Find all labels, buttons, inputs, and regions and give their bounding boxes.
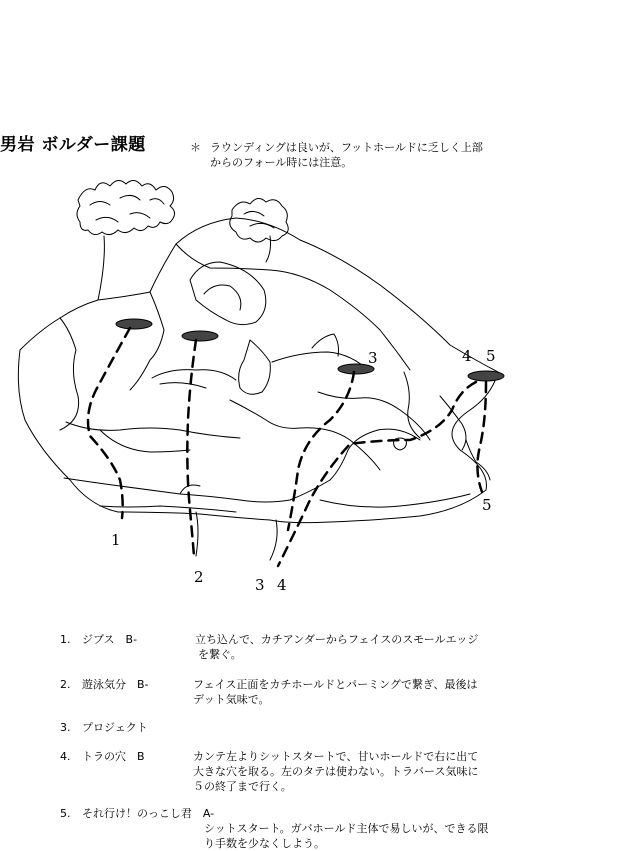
desc-line: ５の終了まで行く。 <box>193 780 292 793</box>
note-line-2: からのフォール時には注意。 <box>210 156 353 169</box>
problem-name: ジブス B- <box>82 633 138 646</box>
page-title: 男岩 ボルダー課題 <box>0 135 146 155</box>
problem-name: 遊泳気分 B- <box>82 678 149 691</box>
desc-line: シットスタート。ガバホールド主体で易しいが、できる限 <box>204 822 489 835</box>
topo-label-3-top: 3 <box>368 349 378 367</box>
problem-number: 5. <box>60 807 71 820</box>
topo-label-1: 1 <box>111 531 121 549</box>
problem-number: 4. <box>60 750 71 763</box>
problem-5-description <box>204 821 488 851</box>
asterisk-mark: ＊ <box>190 141 201 154</box>
note-line-1: ラウンディングは良いが、フットホールドに乏しく上部 <box>210 141 483 154</box>
problem-4-description <box>193 749 478 794</box>
desc-line: 立ち込んで、カチアンダーからフェイスのスモールエッジ <box>195 633 479 646</box>
topo-label-5-top: 5 <box>486 347 496 365</box>
problem-name: トラの穴 B <box>82 750 145 763</box>
topo-label-5-bottom: 5 <box>482 496 492 514</box>
desc-line: カンテ左よりシットスタートで、甘いホールドで右に出て <box>193 750 479 763</box>
problem-name: プロジェクト <box>82 721 148 734</box>
problem-1-description <box>195 632 478 662</box>
topo-label-2: 2 <box>194 568 204 586</box>
topo-label-3-bottom: 3 <box>255 576 265 594</box>
problem-2-description <box>193 677 477 707</box>
desc-line: デット気味で。 <box>193 693 270 706</box>
topo-label-4-bottom: 4 <box>277 576 287 594</box>
desc-line: フェイス正面をカチホールドとパーミングで繋ぎ、最後は <box>193 678 478 691</box>
desc-line: を繋ぐ。 <box>198 648 242 661</box>
problem-number: 1. <box>60 633 71 646</box>
problem-number: 2. <box>60 678 71 691</box>
problem-number: 3. <box>60 721 71 734</box>
desc-line: 大きな穴を取る。左のタテは使わない。トラバース気味に <box>193 765 479 778</box>
problem-name: それ行け！のっこし君 A- <box>82 807 215 820</box>
topo-label-4-top: 4 <box>462 347 472 365</box>
desc-line: り手数を少なくしよう。 <box>204 837 325 850</box>
